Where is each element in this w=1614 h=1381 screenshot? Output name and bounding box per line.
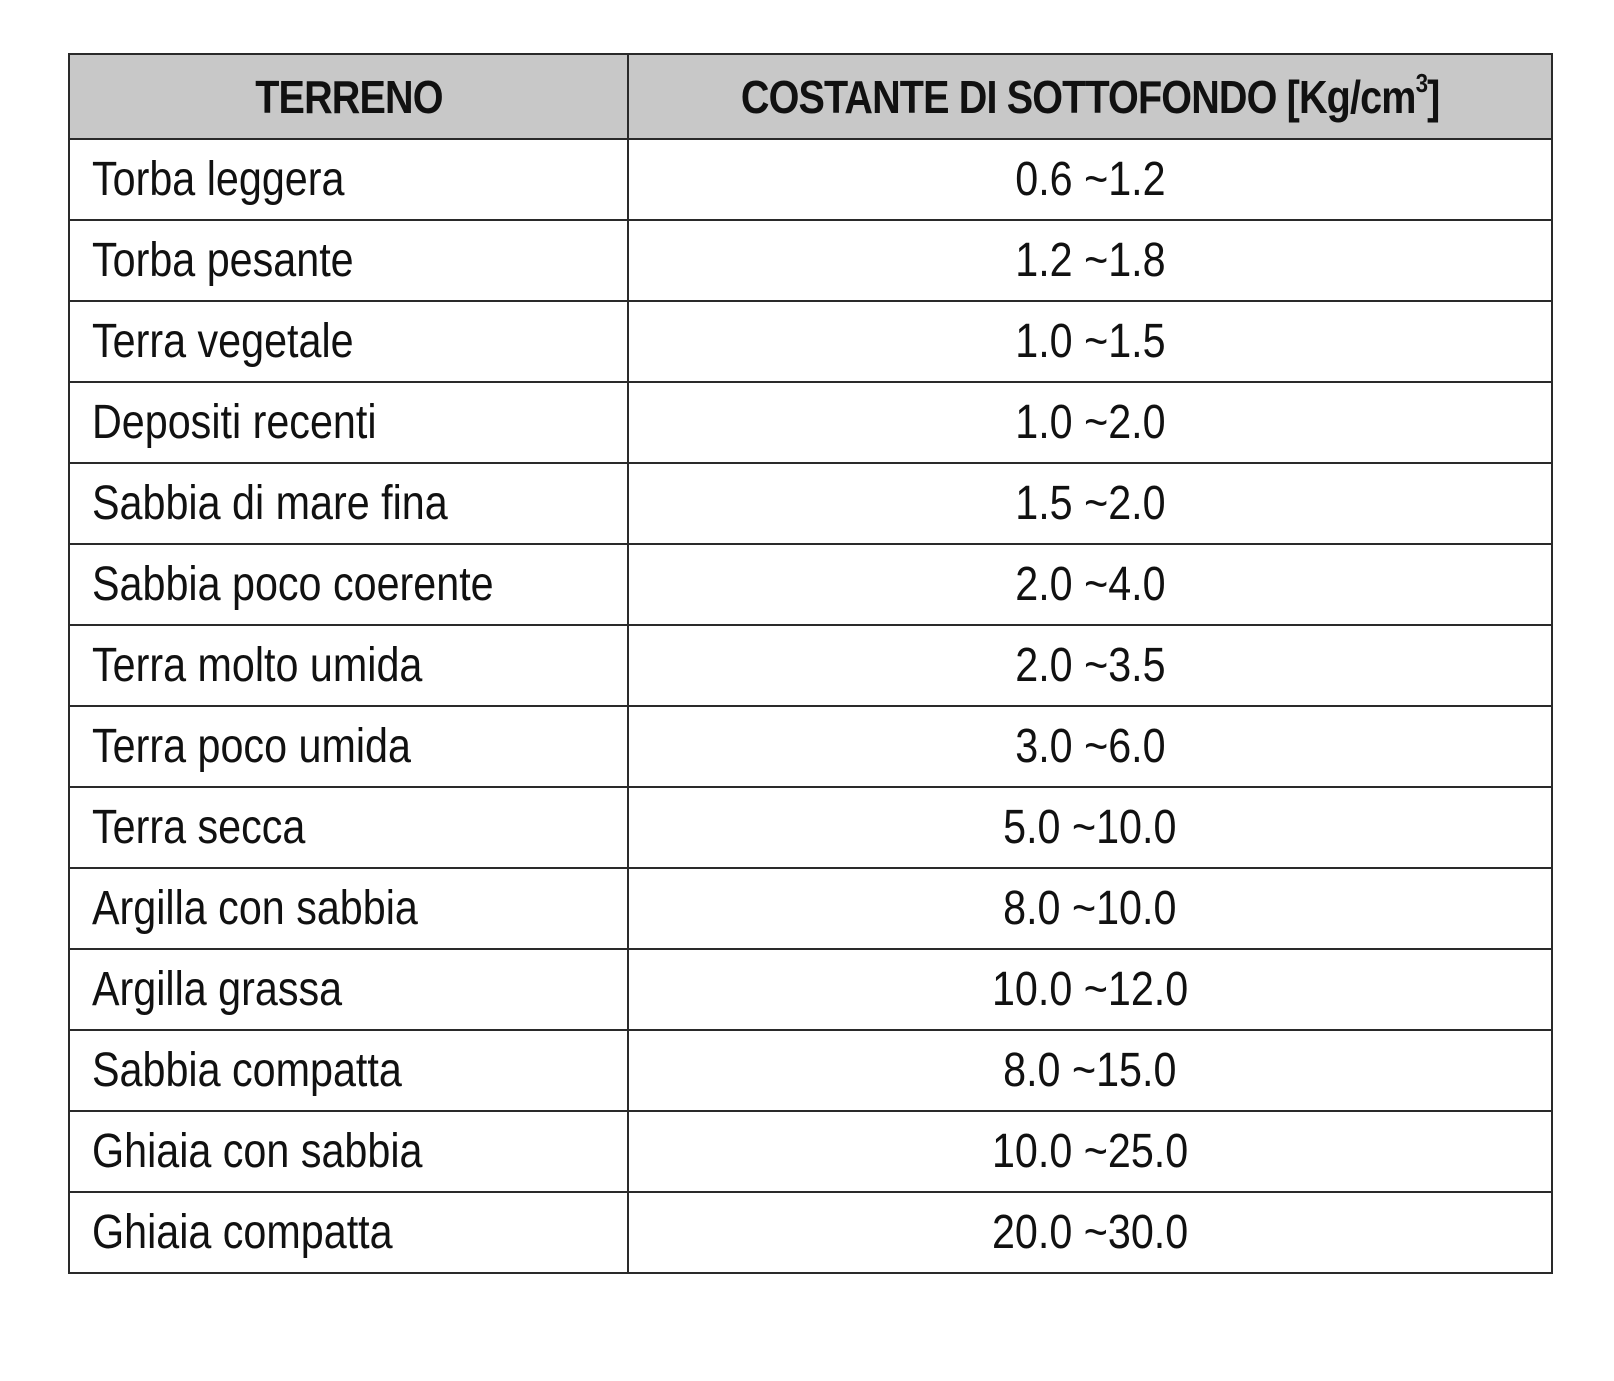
costante-text: 2.0 ~4.0 xyxy=(1014,558,1166,611)
terreno-text: Ghiaia con sabbia xyxy=(92,1125,423,1178)
header-costante-exponent: 3 xyxy=(1415,67,1427,98)
table-header xyxy=(69,54,1552,139)
soil-constant-table-container xyxy=(68,53,1551,1274)
table-row xyxy=(69,1192,1552,1273)
table-row xyxy=(69,706,1552,787)
table-row xyxy=(69,1030,1552,1111)
cell-costante xyxy=(628,382,1552,463)
costante-text: 8.0 ~15.0 xyxy=(1003,1044,1177,1097)
header-costante-end: ] xyxy=(1426,70,1440,123)
terreno-text: Torba pesante xyxy=(92,234,354,287)
table-row xyxy=(69,220,1552,301)
terreno-text: Argilla grassa xyxy=(92,963,343,1016)
costante-text: 1.2 ~1.8 xyxy=(1014,234,1166,287)
costante-text: 3.0 ~6.0 xyxy=(1014,720,1166,773)
costante-text: 10.0 ~12.0 xyxy=(991,963,1189,1016)
table-row xyxy=(69,625,1552,706)
header-costante-label xyxy=(740,67,1440,124)
cell-terreno xyxy=(69,301,628,382)
cell-terreno xyxy=(69,949,628,1030)
table-row xyxy=(69,868,1552,949)
terreno-text: Terra molto umida xyxy=(92,639,423,692)
cell-costante xyxy=(628,1111,1552,1192)
table-body xyxy=(69,139,1552,1273)
cell-costante xyxy=(628,787,1552,868)
table-row xyxy=(69,787,1552,868)
table-row xyxy=(69,382,1552,463)
costante-text: 10.0 ~25.0 xyxy=(991,1125,1189,1178)
table-row xyxy=(69,139,1552,220)
terreno-text: Sabbia di mare fina xyxy=(92,477,448,530)
cell-costante xyxy=(628,1030,1552,1111)
terreno-text: Ghiaia compatta xyxy=(92,1206,393,1259)
cell-terreno xyxy=(69,787,628,868)
cell-costante xyxy=(628,220,1552,301)
cell-terreno xyxy=(69,220,628,301)
cell-terreno xyxy=(69,1111,628,1192)
terreno-text: Sabbia compatta xyxy=(92,1044,402,1097)
costante-text: 1.5 ~2.0 xyxy=(1014,477,1166,530)
terreno-text: Torba leggera xyxy=(92,153,345,206)
cell-terreno xyxy=(69,1030,628,1111)
header-terreno xyxy=(69,54,628,139)
costante-text: 1.0 ~1.5 xyxy=(1014,315,1166,368)
cell-terreno xyxy=(69,139,628,220)
cell-costante xyxy=(628,949,1552,1030)
costante-text: 0.6 ~1.2 xyxy=(1014,153,1166,206)
cell-costante xyxy=(628,301,1552,382)
cell-terreno xyxy=(69,706,628,787)
cell-costante xyxy=(628,625,1552,706)
terreno-text: Argilla con sabbia xyxy=(92,882,418,935)
soil-constant-table xyxy=(68,53,1553,1274)
costante-text: 5.0 ~10.0 xyxy=(1003,801,1177,854)
table-row xyxy=(69,301,1552,382)
header-costante-main: COSTANTE DI SOTTOFONDO [Kg/cm xyxy=(740,70,1416,123)
cell-terreno xyxy=(69,382,628,463)
cell-terreno xyxy=(69,1192,628,1273)
table-row xyxy=(69,1111,1552,1192)
terreno-text: Depositi recenti xyxy=(92,396,377,449)
costante-text: 1.0 ~2.0 xyxy=(1014,396,1166,449)
cell-costante xyxy=(628,139,1552,220)
table-row xyxy=(69,463,1552,544)
terreno-text: Terra secca xyxy=(92,801,306,854)
table-row xyxy=(69,544,1552,625)
header-terreno-label: TERRENO xyxy=(254,70,443,123)
cell-terreno xyxy=(69,868,628,949)
cell-terreno xyxy=(69,544,628,625)
header-row xyxy=(69,54,1552,139)
cell-costante xyxy=(628,463,1552,544)
terreno-text: Terra poco umida xyxy=(92,720,411,773)
costante-text: 8.0 ~10.0 xyxy=(1003,882,1177,935)
header-costante xyxy=(628,54,1552,139)
cell-terreno xyxy=(69,463,628,544)
terreno-text: Sabbia poco coerente xyxy=(92,558,494,611)
cell-terreno xyxy=(69,625,628,706)
cell-costante xyxy=(628,1192,1552,1273)
terreno-text: Terra vegetale xyxy=(92,315,354,368)
table-row xyxy=(69,949,1552,1030)
costante-text: 2.0 ~3.5 xyxy=(1014,639,1166,692)
cell-costante xyxy=(628,706,1552,787)
costante-text: 20.0 ~30.0 xyxy=(991,1206,1189,1259)
cell-costante xyxy=(628,868,1552,949)
cell-costante xyxy=(628,544,1552,625)
